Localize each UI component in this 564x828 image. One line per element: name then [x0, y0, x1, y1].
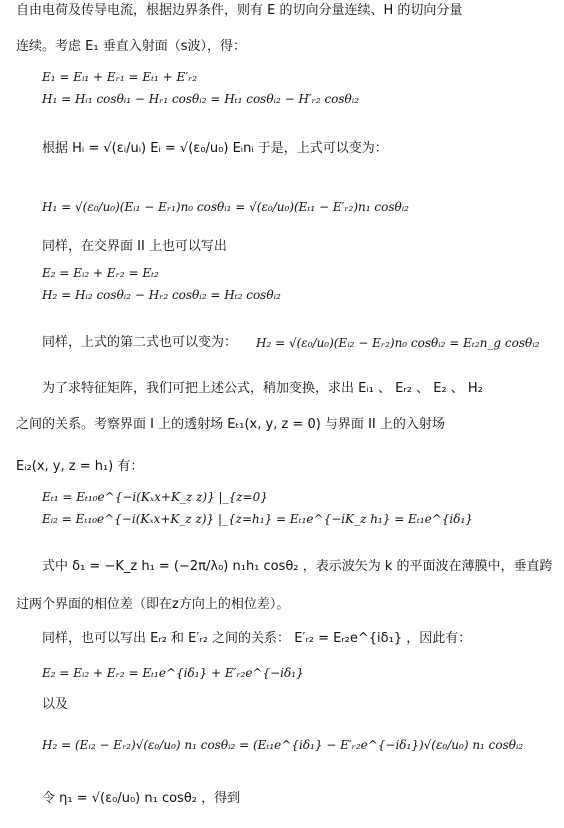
paragraph-6: 为了求特征矩阵，我们可把上述公式，稍加变换，求出 Eᵢ₁ 、 Eᵣ₂ 、 E₂ 、 H₂ — [42, 381, 483, 396]
paragraph-5: 同样，上式的第二式也可以变为： — [42, 335, 238, 350]
paragraph-12: 以及 — [42, 697, 69, 712]
paragraph-11: 同样，也可以写出 Eᵣ₂ 和 E′ᵣ₂ 之间的关系： E′ᵣ₂ = Eᵣ₂e^{iδ₁} ，因此有： — [42, 631, 472, 646]
paragraph-1: 自由电荷及传导电流，根据边界条件，则有 E 的切向分量连续、H 的切向分量 — [16, 3, 463, 18]
equation-e6: H₂ = √(ε₀/u₀)(Eᵢ₂ − Eᵣ₂)n₀ cosθᵢ₂ = Eₜ₂n_g cosθᵢ₂ — [256, 336, 540, 350]
equation-e3: H₁ = √(ε₀/u₀)(Eᵢ₁ − Eᵣ₁)n₀ cosθᵢ₁ = √(ε₀/u₀)(Eₜ₁ − E′ᵣ₂)n₁ cosθᵢ₂ — [42, 200, 409, 214]
paragraph-10: 过两个界面的相位差（即在z方向上的相位差）。 — [16, 597, 290, 612]
equation-e4: E₂ = Eᵢ₂ + Eᵣ₂ = Eₜ₂ — [42, 266, 159, 280]
paragraph-2: 连续。考虑 E₁ 垂直入射面（s波），得： — [16, 39, 246, 54]
paragraph-3: 根据 Hᵢ = √(εᵢ/uᵢ) Eᵢ = √(ε₀/u₀) Eᵢnᵢ 于是，上式可以变为： — [42, 141, 388, 156]
equation-e5: H₂ = Hᵢ₂ cosθᵢ₂ − Hᵣ₂ cosθᵢ₂ = Hₜ₂ cosθᵢ₂ — [42, 288, 281, 302]
paragraph-7: 之间的关系。考察界面 I 上的透射场 Eₜ₁(x, y, z = 0) 与界面 II 上的入射场 — [16, 417, 445, 432]
paragraph-13: 令 η₁ = √(ε₀/u₀) n₁ cosθ₂ ，得到 — [42, 791, 241, 806]
paragraph-9: 式中 δ₁ = −K_z h₁ = (−2π/λ₀) n₁h₁ cosθ₂ ，表示波矢为 k 的平面波在薄膜中，垂直跨 — [42, 559, 553, 574]
equation-e7: Eₜ₁ = Eₜ₁₀e^{−i(Kₓx+K_z z)} |_{z=0} — [42, 490, 268, 504]
equation-e9: E₂ = Eᵢ₂ + Eᵣ₂ = Eₜ₁e^{iδ₁} + E′ᵣ₂e^{−iδ₁} — [42, 666, 304, 680]
paragraph-4: 同样，在交界面 II 上也可以写出 — [42, 239, 227, 254]
equation-e8: Eᵢ₂ = Eₜ₁₀e^{−i(Kₓx+K_z z)} |_{z=h₁} = Eₜ₁e^{−iK_z h₁} = Eₜ₁e^{iδ₁} — [42, 512, 473, 526]
equation-e1: E₁ = Eᵢ₁ + Eᵣ₁ = Eₜ₁ + E′ᵣ₂ — [42, 70, 198, 84]
paragraph-8: Eᵢ₂(x, y, z = h₁) 有： — [16, 459, 144, 474]
equation-e10: H₂ = (Eᵢ₂ − Eᵣ₂)√(ε₀/u₀) n₁ cosθᵢ₂ = (Eₜ₁e^{iδ₁} − E′ᵣ₂e^{−iδ₁})√(ε₀/u₀) n₁ cosθᵢ₂ — [42, 738, 524, 752]
equation-e2: H₁ = Hᵢ₁ cosθᵢ₁ − Hᵣ₁ cosθᵢ₂ = Hₜ₁ cosθᵢ₂ − H′ᵣ₂ cosθᵢ₂ — [42, 92, 360, 106]
